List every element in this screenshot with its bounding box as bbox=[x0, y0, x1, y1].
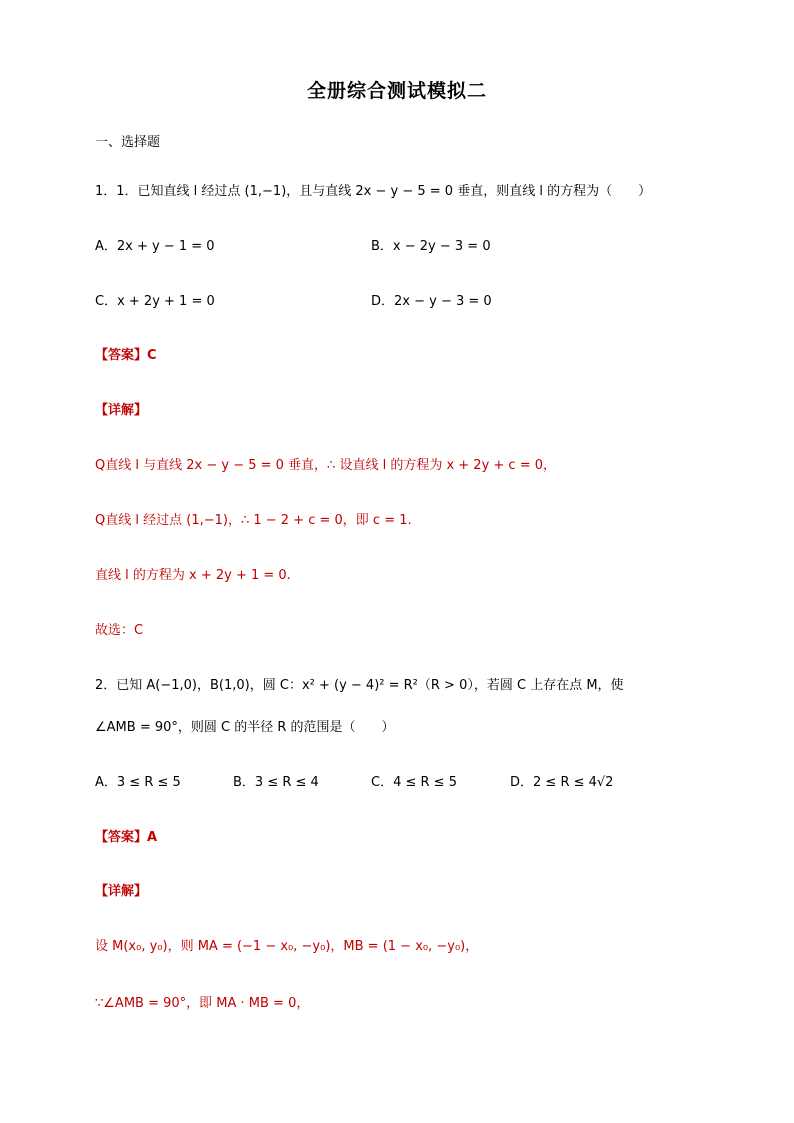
q2-option-a: A．3 ≤ R ≤ 5 bbox=[95, 775, 181, 790]
q2-answer: 【答案】A bbox=[95, 830, 158, 845]
q1-detail-line-3: 直线 l 的方程为 x + 2y + 1 = 0. bbox=[95, 568, 291, 583]
q1-option-b: B．x − 2y − 3 = 0 bbox=[371, 239, 491, 254]
q2-option-c: C．4 ≤ R ≤ 5 bbox=[371, 775, 457, 790]
page-title: 全册综合测试模拟二 bbox=[306, 80, 487, 102]
q1-detail-line-2: Q直线 l 经过点 (1,−1)，∴ 1 − 2 + c = 0，即 c = 1. bbox=[95, 513, 412, 528]
q2-stem-line-1: 2．已知 A(−1,0)，B(1,0)，圆 C：x² + (y − 4)² = R²（R > 0），若圆 C 上存在点 M，使 bbox=[95, 678, 624, 693]
q1-option-a: A．2x + y − 1 = 0 bbox=[95, 239, 215, 254]
section-heading: 一、选择题 bbox=[95, 135, 161, 150]
q1-choice: 故选：C bbox=[95, 623, 144, 638]
q1-detail-line-1: Q直线 l 与直线 2x − y − 5 = 0 垂直，∴ 设直线 l 的方程为 x + 2y + c = 0， bbox=[95, 458, 557, 473]
q1-detail-label: 【详解】 bbox=[95, 403, 148, 418]
q2-detail-label: 【详解】 bbox=[95, 884, 148, 899]
q2-stem-line-2: ∠AMB = 90°，则圆 C 的半径 R 的范围是（ ） bbox=[95, 720, 395, 735]
q1-option-c: C．x + 2y + 1 = 0 bbox=[95, 294, 215, 309]
q2-option-d: D．2 ≤ R ≤ 4√2 bbox=[510, 775, 614, 790]
q2-detail-line-2: ∵∠AMB = 90°，即 MA · MB = 0， bbox=[95, 996, 310, 1011]
q1-stem: 1．1．已知直线 l 经过点 (1,−1)，且与直线 2x − y − 5 = 0 垂直，则直线 l 的方程为（ ） bbox=[95, 184, 652, 199]
q1-answer: 【答案】C bbox=[95, 348, 157, 363]
q1-option-d: D．2x − y − 3 = 0 bbox=[371, 294, 492, 309]
q2-detail-line-1: 设 M(x₀, y₀)，则 MA = (−1 − x₀, −y₀)，MB = (1 − x₀, −y₀)， bbox=[95, 939, 479, 954]
q2-option-b: B．3 ≤ R ≤ 4 bbox=[233, 775, 319, 790]
